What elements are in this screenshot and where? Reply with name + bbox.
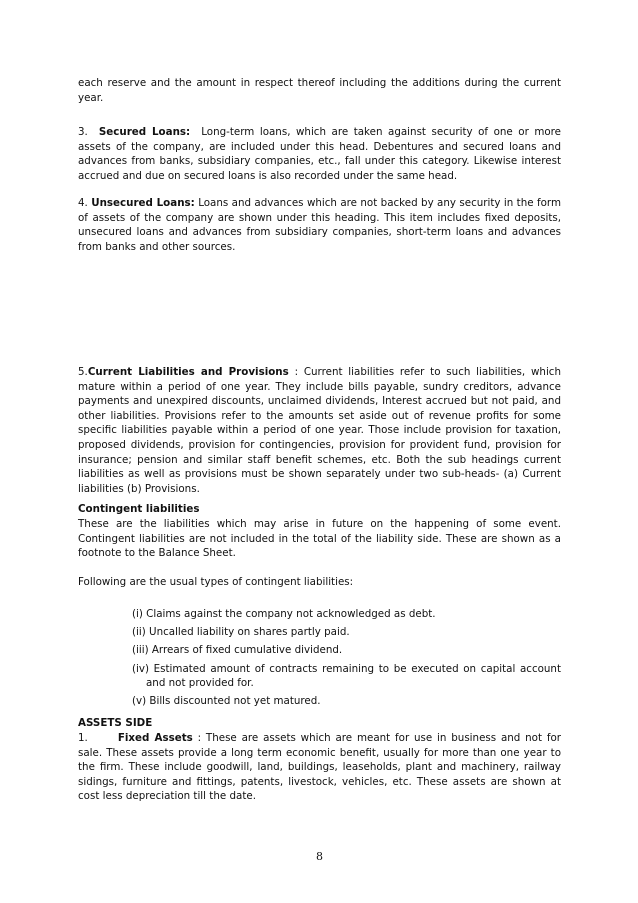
contingent-list-intro: Following are the usual types of contingent liabilities: [78,576,354,588]
contingent-heading-text: Contingent liabilities [78,503,200,515]
contingent-heading [78,502,561,517]
list-item: (ii) Uncalled liability on shares partly paid. [132,626,350,639]
list-item: (iii) Arrears of fixed cumulative dividend. [132,644,343,657]
document-page [78,0,561,903]
list-item: (i) Claims against the company not acknowledged as debt. [132,608,436,620]
fixed-assets-text: : These are assets which are meant for use in business and not for sale. These assets provide a long term economic benefit, usually for more than one year to the firm. These include goodwill, land, buildings, leaseholds, plant and machinery, railway sidings, furniture and fittings, patents, livestock, vehicles, etc. These assets are shown at cost less depreciation till the date. [78,732,562,803]
fixed-assets-title: Fixed Assets [117,732,193,744]
secured-loans-paragraph [78,125,561,183]
unsecured-loans-title: Unsecured Loans: [91,197,195,209]
secured-loans-number: 3. [78,126,88,138]
current-liabilities-number: 5. [78,366,88,378]
unsecured-loans-text: Loans and advances which are not backed by any security in the form of assets of the company are shown under this heading. This item includes fixed deposits, unsecured loans and advances from subsidiary companies, short-term loans and advances from banks and other sources. [78,197,561,253]
current-liabilities-text: : Current liabilities refer to such liabilities, which mature within a period of one year. They include bills payable, sundry creditors, advance payments and unexpired discounts, unclaimed dividends, Interest accrued but not paid, and other liabilities. Provisions refer to the amounts set aside out of revenue profits for some specific liabilities payable within a period of one year. Those include provision for taxation, proposed dividends, provision for contingencies, provision for provident fund, provision for insurance; pension and similar staff benefit schemes, etc. Both the sub headings current liabilities as well as provisions must be shown separately under two sub-heads- (a) Current liabilities (b) Provisions. [78,366,561,495]
fixed-assets-paragraph [78,731,561,804]
page-number: 8 [316,850,323,863]
current-liabilities-title: Current Liabilities and Provisions [87,366,289,378]
assets-heading-text: ASSETS SIDE [78,717,153,729]
contingent-list [132,607,561,713]
current-liabilities-paragraph [78,365,561,496]
contingent-paragraph: These are the liabilities which may arise in future on the happening of some event. Contingent liabilities are not included in the total of the liability side. These are shown as a footnote to the Balance Sheet. [78,518,561,560]
intro-paragraph: each reserve and the amount in respect thereof including the additions during the current year. [78,77,561,104]
secured-loans-title: Secured Loans: [98,126,191,138]
unsecured-loans-paragraph [78,196,561,254]
secured-loans-text: Long-term loans, which are taken against security of one or more assets of the company, are included under this head. Debentures and secured loans and advances from banks, subsidiary companies, etc., fall under this category. Likewise interest accrued and due on secured loans is also recorded under the same head. [78,126,562,182]
list-item: (iv) Estimated amount of contracts remaining to be executed on capital account and not provided for. [132,662,561,690]
unsecured-loans-number: 4. [78,197,88,209]
fixed-assets-number: 1. [78,732,88,744]
list-item: (v) Bills discounted not yet matured. [132,695,321,708]
assets-heading [78,716,561,731]
